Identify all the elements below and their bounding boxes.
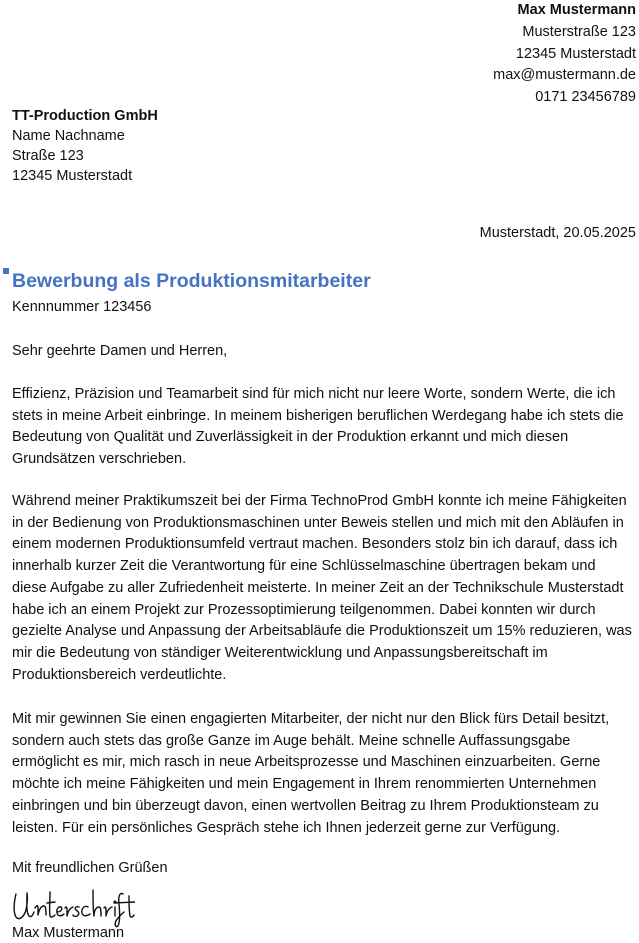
body-paragraph-2: Während meiner Praktikumszeit bei der Firma TechnoProd GmbH konnte ich meine Fähigkeiten in der Bedienung von Produktionsmaschinen unter Beweis stellen und mich mit den Abläufen in einem modernen Produktionsumfeld vertraut machen. Besonders stolz bin ich darauf, dass ich innerhalb kurzer Zeit die Verantwortung für eine Schlüsselmaschine übertragen bekam und diese Aufgabe zu aller Zufriedenheit meisterte. In meiner Zeit an der Technikschule Musterstadt habe ich an einem Projekt zur Prozessoptimierung teilgenommen. Dabei konnten wir durch gezielte Analyse und Anpassung der Arbeitsabläufe die Produktionszeit um 15% reduzieren, was mir die Bedeutung von ständiger Weiterentwicklung und Anpassungsbereitschaft im Produktionsbereich verdeutlichte. xyxy=(12,493,632,683)
sender-email: max@mustermann.de xyxy=(493,67,636,84)
sender-block xyxy=(493,0,636,109)
signer-name: Max Mustermann xyxy=(12,925,125,941)
sender-phone: 0171 23456789 xyxy=(535,89,636,106)
recipient-street: Straße 123 xyxy=(12,148,84,164)
body-paragraph-3: Mit mir gewinnen Sie einen engagierten Mitarbeiter, der nicht nur den Blick fürs Detail besitzt, sondern auch stets das große Ganze im Auge behält. Meine schnelle Auffassungsgabe ermöglicht es mir, mich rasch in neue Arbeitsprozesse und Maschinen einzuarbeiten. Gerne möchte ich meine Fähigkeiten und mein Engagement in Ihrem renommierten Unternehmen einbringen und bin überzeugt davon, einen wertvollen Beitrag zu Ihrem Produktionsteam zu leisten. Für ein persönliches Gespräch stehe ich Ihnen jederzeit gerne zur Verfügung. xyxy=(12,711,610,836)
recipient-city: 12345 Musterstadt xyxy=(12,168,133,184)
sender-city: 12345 Musterstadt xyxy=(515,45,636,62)
heading-marker xyxy=(3,268,9,274)
body-paragraph-1: Effizienz, Präzision und Teamarbeit sind für mich nicht nur leere Worte, sondern Werte, die ich stets in meine Arbeit einbringe. In meinem bisherigen beruflichen Werdegang habe ich stets die Bedeutung von Qualität und Zuverlässigkeit in der Produktion erkannt und mich diesen Grundsätzen verschrieben. xyxy=(12,386,624,468)
recipient-block xyxy=(12,106,158,186)
reference-number: Kennnummer 123456 xyxy=(12,299,152,315)
sender-street: Musterstraße 123 xyxy=(522,23,636,40)
sender-name: Max Mustermann xyxy=(517,2,636,18)
recipient-company: TT-Production GmbH xyxy=(12,108,158,124)
letter-date: Musterstadt, 20.05.2025 xyxy=(479,225,636,241)
subject-heading: Bewerbung als Produktionsmitarbeiter xyxy=(12,270,371,292)
salutation: Sehr geehrte Damen und Herren, xyxy=(12,343,228,359)
recipient-contact: Name Nachname xyxy=(12,128,125,144)
closing-phrase: Mit freundlichen Grüßen xyxy=(12,860,168,876)
handwritten-signature xyxy=(10,884,135,928)
